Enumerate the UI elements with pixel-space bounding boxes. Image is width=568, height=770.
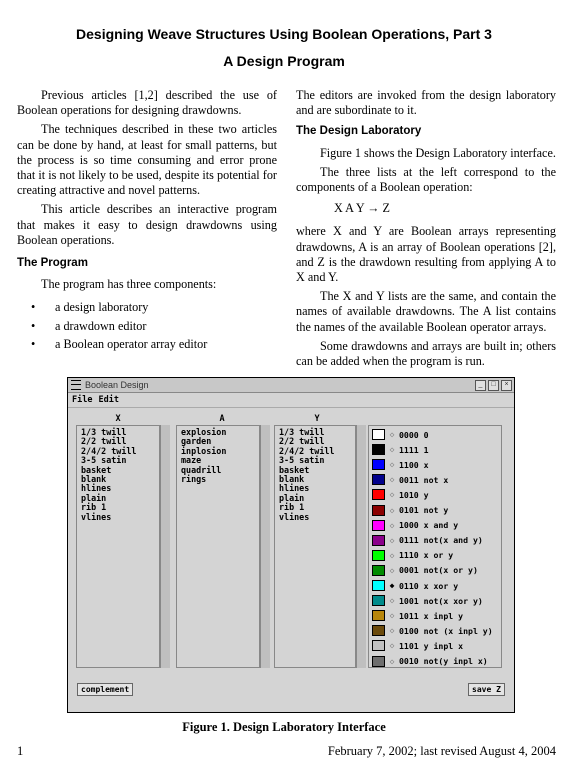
y-list-item[interactable]: vlines	[279, 511, 310, 522]
radio-icon[interactable]: ◇	[389, 656, 395, 666]
x-list-item[interactable]: rib 1	[81, 502, 107, 513]
a-list-item[interactable]: maze	[181, 455, 202, 466]
complement-button[interactable]: complement	[77, 683, 133, 696]
operator-color-swatch[interactable]	[372, 520, 385, 531]
operator-row[interactable]	[372, 593, 483, 608]
a-list-header: A	[219, 414, 225, 424]
x-list-item[interactable]: plain	[81, 492, 107, 503]
operator-color-swatch[interactable]	[372, 474, 385, 485]
operator-label: 1101 y inpl x	[399, 640, 464, 651]
x-list-item[interactable]: 1/3 twill	[81, 427, 127, 437]
operator-label: 1000 x and y	[399, 520, 459, 531]
equation: X A Y → Z	[334, 201, 390, 216]
close-icon[interactable]: ×	[501, 380, 512, 391]
operator-color-swatch[interactable]	[372, 489, 385, 500]
paragraph: The program has three components:	[41, 277, 217, 292]
operator-color-swatch[interactable]	[372, 595, 385, 606]
minimize-icon[interactable]: _	[475, 380, 486, 391]
operator-row[interactable]	[372, 472, 448, 487]
radio-icon[interactable]: ◇	[389, 535, 395, 545]
paragraph: The X and Y lists are the same, and contain the names of available drawdowns. The A list contains the names of the available Boolean operator arrays.	[296, 289, 556, 334]
page-number: 1	[17, 744, 24, 758]
paper-title: Designing Weave Structures Using Boolean Operations, Part 3	[76, 26, 492, 42]
menu-edit[interactable]: Edit	[98, 395, 119, 405]
y-list-item[interactable]: basket	[279, 464, 310, 475]
operator-row[interactable]	[372, 427, 429, 442]
radio-icon[interactable]: ◇	[389, 626, 395, 636]
title-bar[interactable]	[68, 378, 514, 393]
y-list-scrollbar[interactable]	[356, 425, 366, 668]
paragraph: This article describes an interactive program that makes it easy to design drawdowns using Boolean operations.	[17, 202, 277, 247]
operator-row[interactable]	[372, 518, 458, 533]
x-list-scrollbar[interactable]	[160, 425, 170, 668]
operator-color-swatch[interactable]	[372, 565, 385, 576]
operator-row[interactable]	[372, 563, 478, 578]
x-list-item[interactable]: vlines	[81, 511, 112, 522]
operator-color-swatch[interactable]	[372, 580, 385, 591]
radio-icon[interactable]: ◇	[389, 565, 395, 575]
y-list[interactable]	[274, 425, 356, 668]
operator-label: 1110 x or y	[399, 550, 454, 561]
operator-row[interactable]	[372, 503, 448, 518]
a-list-item[interactable]: garden	[181, 436, 212, 447]
paragraph: The techniques described in these two articles can be done by hand, at least for small patterns, but the process is so time consuming and error prone that it is not likely to be used, despite its potential for creating attractive and novel patterns.	[17, 122, 277, 198]
radio-icon[interactable]: ◇	[389, 490, 395, 500]
radio-icon[interactable]: ◇	[389, 430, 395, 439]
operator-row[interactable]	[372, 654, 488, 669]
x-list-item[interactable]: 2/4/2 twill	[81, 445, 137, 456]
list-item: • a design laboratory	[17, 300, 277, 315]
operator-row[interactable]	[372, 533, 483, 548]
y-list-item[interactable]: hlines	[279, 483, 310, 494]
radio-icon[interactable]: ◇	[389, 460, 395, 470]
radio-icon[interactable]: ◇	[389, 505, 395, 515]
operator-label: 0001 not(x or y)	[399, 565, 478, 576]
maximize-icon[interactable]: □	[488, 380, 499, 391]
operator-label: 0101 not y	[399, 505, 449, 515]
y-list-header: Y	[314, 414, 320, 424]
boolean-design-window	[67, 377, 515, 713]
operator-row[interactable]	[372, 457, 429, 472]
operator-row[interactable]	[372, 442, 429, 457]
operator-row[interactable]	[372, 608, 463, 623]
operator-label: 0000 0	[399, 429, 429, 440]
radio-icon[interactable]: ◇	[389, 550, 395, 560]
radio-icon[interactable]: ◇	[389, 596, 395, 606]
a-list-scrollbar[interactable]	[260, 425, 270, 668]
radio-icon[interactable]: ◇	[389, 641, 395, 651]
list-item: • a Boolean operator array editor	[17, 337, 277, 352]
operator-color-swatch[interactable]	[372, 429, 385, 440]
operator-row[interactable]	[372, 487, 429, 502]
operator-color-swatch[interactable]	[372, 640, 385, 651]
figure-caption: Figure 1. Design Laboratory Interface	[182, 720, 386, 734]
paper-subtitle: A Design Program	[223, 53, 345, 69]
menu-bar	[68, 393, 514, 408]
operator-color-swatch[interactable]	[372, 550, 385, 561]
left-column	[17, 88, 277, 355]
radio-icon[interactable]: ◇	[389, 611, 395, 621]
operator-label: 0011 not x	[399, 474, 449, 485]
a-list-item[interactable]: rings	[181, 474, 207, 485]
y-list-item[interactable]: 2/4/2 twill	[279, 445, 335, 456]
section-heading: The Design Laboratory	[296, 125, 422, 138]
radio-icon[interactable]: ◇	[389, 520, 395, 530]
operator-label: 0100 not (x inpl y)	[399, 625, 493, 636]
operator-color-swatch[interactable]	[372, 459, 385, 470]
operator-color-swatch[interactable]	[372, 656, 385, 667]
operator-color-swatch[interactable]	[372, 625, 385, 636]
paragraph: Figure 1 shows the Design Laboratory interface.	[320, 145, 556, 160]
radio-icon[interactable]: ◇	[389, 445, 395, 455]
operator-label: 0110 x xor y	[399, 580, 459, 591]
window-title: Boolean Design	[85, 380, 149, 390]
y-list-item[interactable]: 3-5 satin	[279, 455, 325, 466]
list-item: • a drawdown editor	[17, 319, 277, 334]
operator-row[interactable]	[372, 638, 463, 653]
right-column	[296, 88, 556, 373]
x-list-item[interactable]: 3-5 satin	[81, 455, 127, 466]
y-list-item[interactable]: 2/2 twill	[279, 436, 325, 447]
paragraph: The three lists at the left correspond to the components of a Boolean operation:	[296, 164, 556, 195]
operator-row[interactable]	[372, 623, 493, 638]
x-list-item[interactable]: 2/2 twill	[81, 436, 127, 447]
window-menu-icon[interactable]	[71, 380, 81, 390]
operator-palette	[368, 425, 502, 668]
radio-selected-icon[interactable]: ◆	[389, 581, 395, 590]
a-list-item[interactable]: inplosion	[181, 445, 227, 456]
operator-color-swatch[interactable]	[372, 610, 385, 621]
component-list	[17, 300, 277, 352]
operator-label: 1001 not(x xor y)	[399, 595, 483, 606]
x-list-item[interactable]: blank	[81, 474, 107, 485]
y-list-item[interactable]: 1/3 twill	[279, 427, 325, 437]
operator-color-swatch[interactable]	[372, 535, 385, 546]
paragraph: where X and Y are Boolean arrays representing drawdowns, A is an array of Boolean operations [2], and Z is the drawdown resulting from applying A to X and Y.	[296, 224, 556, 285]
section-heading: The Program	[17, 257, 88, 270]
x-list[interactable]	[76, 425, 160, 668]
operator-label: 0111 not(x and y)	[399, 535, 483, 546]
paragraph: The editors are invoked from the design laboratory and are subordinate to it.	[296, 88, 556, 118]
y-list-item[interactable]: plain	[279, 492, 305, 503]
operator-label: 1011 x inpl y	[399, 610, 464, 621]
operator-label: 1100 x	[399, 459, 429, 470]
menu-file[interactable]: File	[72, 395, 93, 405]
operator-color-swatch[interactable]	[372, 444, 385, 455]
footer-date: February 7, 2002; last revised August 4, 2004	[327, 744, 556, 758]
a-list[interactable]	[176, 425, 260, 668]
operator-row[interactable]	[372, 578, 458, 593]
save-z-button[interactable]: save Z	[468, 683, 505, 696]
operator-label: 0010 not(y inpl x)	[399, 656, 488, 666]
operator-row[interactable]	[372, 548, 453, 563]
paragraph: Previous articles [1,2] described the use of Boolean operations for designing drawdowns.	[17, 88, 277, 118]
radio-icon[interactable]: ◇	[389, 475, 395, 485]
a-list-item[interactable]: quadrill	[181, 464, 222, 475]
y-list-item[interactable]: blank	[279, 474, 305, 485]
x-list-item[interactable]: basket	[81, 464, 112, 475]
y-list-item[interactable]: rib 1	[279, 502, 305, 513]
paragraph: Some drawdowns and arrays are built in; others can be added when the program is run.	[296, 338, 556, 369]
operator-label: 1010 y	[399, 489, 429, 500]
operator-color-swatch[interactable]	[372, 505, 385, 516]
x-list-item[interactable]: hlines	[81, 483, 112, 494]
a-list-item[interactable]: explosion	[181, 427, 227, 437]
x-list-header: X	[115, 414, 121, 424]
operator-label: 1111 1	[399, 444, 429, 455]
